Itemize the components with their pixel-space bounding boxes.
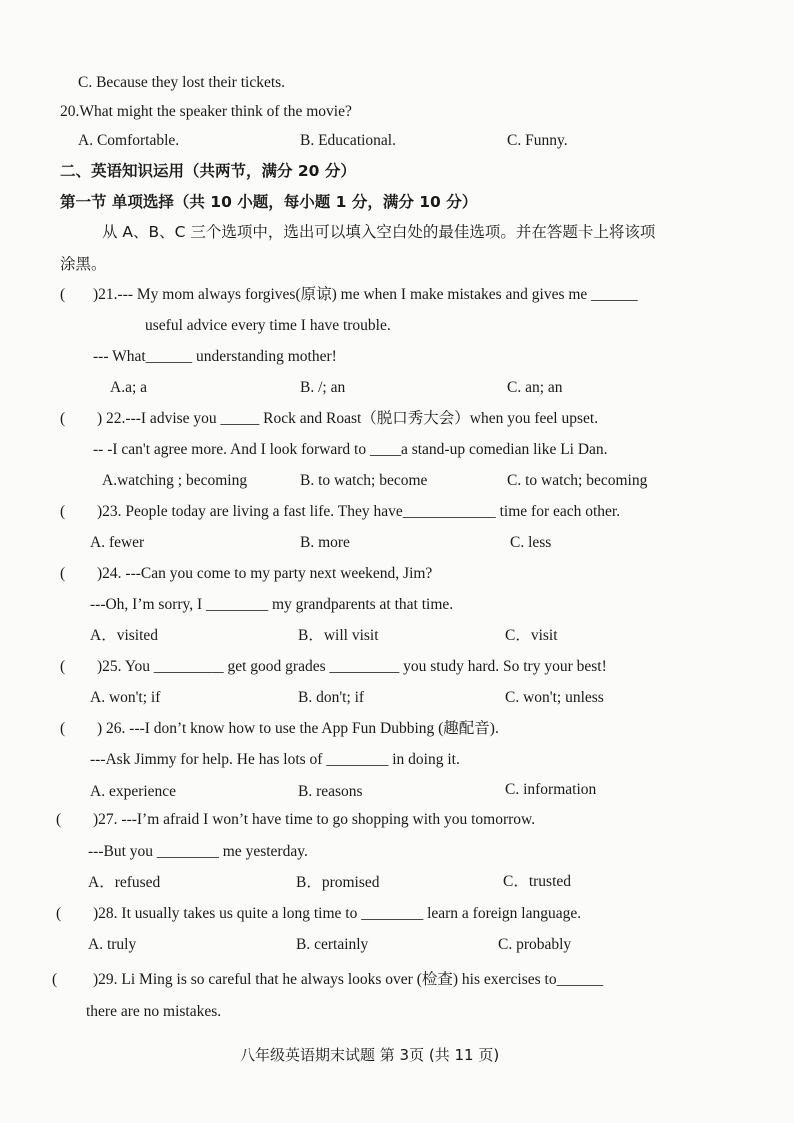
q21-option-a: A.a; a	[110, 379, 148, 396]
q22-option-b: B. to watch; become	[300, 472, 428, 489]
answer-bracket-26: (	[60, 720, 66, 737]
q24-line2: ---Oh, I’m sorry, I ________ my grandparents at that time.	[90, 596, 454, 613]
q21-option-c: C. an; an	[507, 379, 563, 396]
q23-option-b: B. more	[300, 534, 350, 551]
q27-option-c: C．trusted	[503, 873, 572, 890]
q28-line1: )28. It usually takes us quite a long time to ________ learn a foreign language.	[93, 905, 582, 922]
q22-line1: ) 22.---I advise you _____ Rock and Roast（脱口秀大会）when you feel upset.	[97, 410, 599, 427]
q21-line2: useful advice every time I have trouble.	[145, 317, 391, 334]
q21-line1: )21.--- My mom always forgives(原谅) me when I make mistakes and gives me ______	[93, 286, 638, 303]
q25-option-b: B. don't; if	[298, 689, 365, 706]
answer-bracket-24: (	[60, 565, 66, 582]
answer-bracket-29: (	[52, 971, 58, 988]
q24-line1: )24. ---Can you come to my party next weekend, Jim?	[97, 565, 433, 582]
answer-bracket-21: (	[60, 286, 66, 303]
q27-line2: ---But you ________ me yesterday.	[88, 843, 308, 860]
q25-option-a: A. won't; if	[90, 689, 161, 706]
instructions-line1: 从 A、B、C 三个选项中，选出可以填入空白处的最佳选项。并在答题卡上将该项	[102, 223, 656, 241]
q25-option-c: C. won't; unless	[505, 689, 604, 706]
answer-bracket-27: (	[56, 811, 62, 828]
page-footer: 八年级英语期末试题 第 3页 (共 11 页)	[240, 1046, 500, 1064]
q26-line1: ) 26. ---I don’t know how to use the App Fun Dubbing (趣配音).	[97, 720, 499, 737]
q28-option-c: C. probably	[498, 936, 572, 953]
q21-option-b: B. /; an	[300, 379, 346, 396]
q19-option-c: C. Because they lost their tickets.	[78, 74, 286, 91]
q22-line2: -- -I can't agree more. And I look forward to ____a stand-up comedian like Li Dan.	[93, 441, 608, 458]
q29-line1: )29. Li Ming is so careful that he always looks over (检查) his exercises to______	[93, 971, 604, 988]
q25-line1: )25. You _________ get good grades _________ you study hard. So try your best!	[97, 658, 607, 675]
answer-bracket-25: (	[60, 658, 66, 675]
q26-option-b: B. reasons	[298, 783, 363, 800]
q23-option-c: C. less	[510, 534, 552, 551]
q22-option-c: C. to watch; becoming	[507, 472, 648, 489]
q20-option-a: A. Comfortable.	[78, 132, 180, 149]
answer-bracket-23: (	[60, 503, 66, 520]
q21-line3: --- What______ understanding mother!	[93, 348, 337, 365]
q23-option-a: A. fewer	[90, 534, 145, 551]
q28-option-a: A. truly	[88, 936, 137, 953]
q20-option-b: B. Educational.	[300, 132, 396, 149]
q23-line1: )23. People today are living a fast life. They have____________ time for each other.	[97, 503, 621, 520]
q27-line1: )27. ---I’m afraid I won’t have time to go shopping with you tomorrow.	[93, 811, 536, 828]
q20-option-c: C. Funny.	[507, 132, 568, 149]
answer-bracket-22: (	[60, 410, 66, 427]
q22-option-a: A.watching ; becoming	[102, 472, 248, 489]
q24-option-a: A．visited	[90, 627, 159, 644]
section1-heading: 第一节 单项选择（共 10 小题，每小题 1 分，满分 10 分）	[60, 193, 478, 211]
q27-option-a: A．refused	[88, 874, 161, 891]
q20-stem: 20.What might the speaker think of the movie?	[60, 103, 352, 120]
q26-option-c: C. information	[505, 781, 597, 798]
instructions-line2: 涂黑。	[60, 255, 107, 273]
q26-line2: ---Ask Jimmy for help. He has lots of ________ in doing it.	[90, 751, 460, 768]
q28-option-b: B. certainly	[296, 936, 369, 953]
q24-option-b: B．will visit	[298, 627, 379, 644]
part2-heading: 二、英语知识运用（共两节，满分 20 分）	[60, 162, 356, 180]
q29-line2: there are no mistakes.	[86, 1003, 222, 1020]
q26-option-a: A. experience	[90, 783, 177, 800]
q24-option-c: C．visit	[505, 627, 558, 644]
answer-bracket-28: (	[56, 905, 62, 922]
q27-option-b: B．promised	[296, 874, 380, 891]
